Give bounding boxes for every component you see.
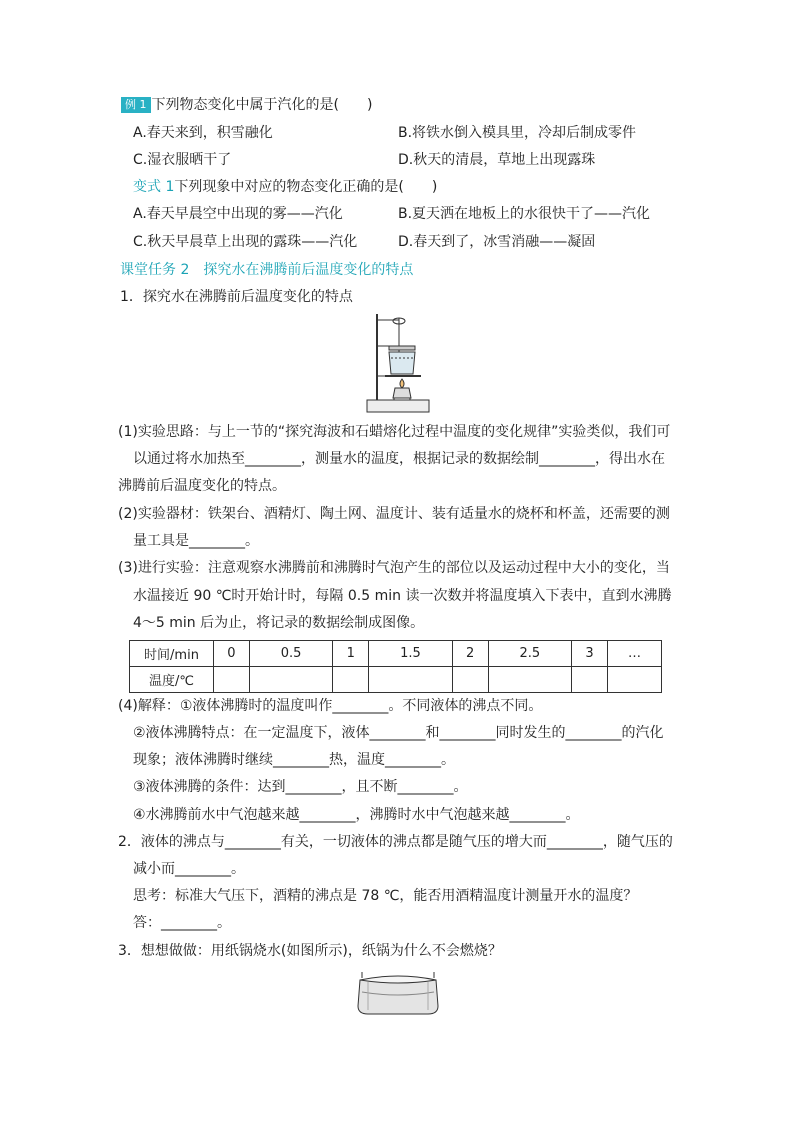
variant-1-option-c: C.秋天早晨草上出现的露珠——汽化 [133, 234, 358, 250]
example-1-option-b: B.将铁水倒入模具里，冷却后制成零件 [398, 125, 637, 141]
table-cell: … [607, 641, 661, 667]
table-cell: 0.5 [249, 641, 333, 667]
variant-1-option-d: D.春天到了，冰雪消融——凝固 [398, 234, 596, 250]
example-1-question: 例 1 下列物态变化中属于汽化的是( ) [121, 95, 372, 115]
paper-pot-figure [354, 970, 442, 1018]
example-1-option-c: C.湿衣服晒干了 [133, 152, 232, 168]
variant-1-option-a: A.春天早晨空中出现的雾——汽化 [133, 206, 343, 222]
q1-part4-line3: 现象；液体沸腾时继续________热，温度________。 [133, 752, 455, 768]
task-2-heading: 课堂任务 2 探究水在沸腾前后温度变化的特点 [120, 262, 414, 278]
table-cell-empty [369, 667, 453, 693]
boiling-apparatus-figure [365, 312, 431, 414]
q1-part4-line1: (4)解释：①液体沸腾时的温度叫作________。不同液体的沸点不同。 [118, 698, 543, 714]
q1-part1-line2: 以通过将水加热至________，测量水的温度，根据记录的数据绘制________，得出水在 [133, 451, 665, 467]
table-cell: 2 [452, 641, 488, 667]
variant-1-question: 变式 1下列现象中对应的物态变化正确的是( ) [133, 179, 438, 195]
q1-part4-line4: ③液体沸腾的条件：达到________，且不断________。 [133, 779, 468, 795]
table-cell: 2.5 [488, 641, 572, 667]
table-row [130, 641, 662, 667]
q1-part2-line1: (2)实验器材：铁架台、酒精灯、陶土网、温度计、装有适量水的烧杯和杯盖，还需要的测 [118, 506, 670, 522]
q2-line1: 2．液体的沸点与________有关，一切液体的沸点都是随气压的增大而________，随气压的 [118, 834, 673, 850]
table-cell: 0 [214, 641, 250, 667]
table-cell-empty [488, 667, 572, 693]
variant-label: 变式 1 [133, 179, 175, 195]
temperature-table [129, 640, 662, 693]
table-header-temperature: 温度/℃ [130, 667, 214, 693]
table-cell-empty [452, 667, 488, 693]
q1-part4-line5: ④水沸腾前水中气泡越来越________，沸腾时水中气泡越来越________。 [133, 807, 580, 823]
table-cell: 1 [333, 641, 369, 667]
example-1-option-a: A.春天来到，积雪融化 [133, 125, 273, 141]
q2-think: 思考：标准大气压下，酒精的沸点是 78 ℃，能否用酒精温度计测量开水的温度？ [133, 888, 638, 904]
table-cell-empty [572, 667, 608, 693]
table-cell-empty [333, 667, 369, 693]
q1-part3-line3: 4～5 min 后为止，将记录的数据绘制成图像。 [133, 615, 425, 631]
q2-line2: 减小而________。 [133, 861, 245, 877]
q1-part3-line1: (3)进行实验：注意观察水沸腾前和沸腾时气泡产生的部位以及运动过程中大小的变化，当 [118, 560, 670, 576]
q3-question: 3．想想做做：用纸锅烧水(如图所示)，纸锅为什么不会燃烧？ [118, 943, 502, 959]
table-header-time: 时间/min [130, 641, 214, 667]
q1-title: 1．探究水在沸腾前后温度变化的特点 [120, 289, 353, 305]
table-row [130, 667, 662, 693]
q1-part1-line1: (1)实验思路：与上一节的“探究海波和石蜡熔化过程中温度的变化规律”实验类似，我们可 [118, 424, 671, 440]
example-badge: 例 1 [121, 97, 151, 113]
table-cell-empty [214, 667, 250, 693]
example-1-option-d: D.秋天的清晨，草地上出现露珠 [398, 152, 596, 168]
q1-part3-line2: 水温接近 90 ℃时开始计时，每隔 0.5 min 读一次数并将温度填入下表中，直到水沸腾 [133, 588, 672, 604]
q1-part2-line2: 量工具是________。 [133, 533, 259, 549]
table-cell: 3 [572, 641, 608, 667]
variant-1-option-b: B.夏天洒在地板上的水很快干了——汽化 [398, 206, 651, 222]
q2-answer: 答：________。 [133, 915, 231, 931]
table-cell: 1.5 [369, 641, 453, 667]
q1-part4-line2: ②液体沸腾特点：在一定温度下，液体________和________同时发生的________的汽化 [133, 725, 664, 741]
table-cell-empty [607, 667, 661, 693]
table-cell-empty [249, 667, 333, 693]
q1-part1-line3: 沸腾前后温度变化的特点。 [118, 478, 286, 494]
